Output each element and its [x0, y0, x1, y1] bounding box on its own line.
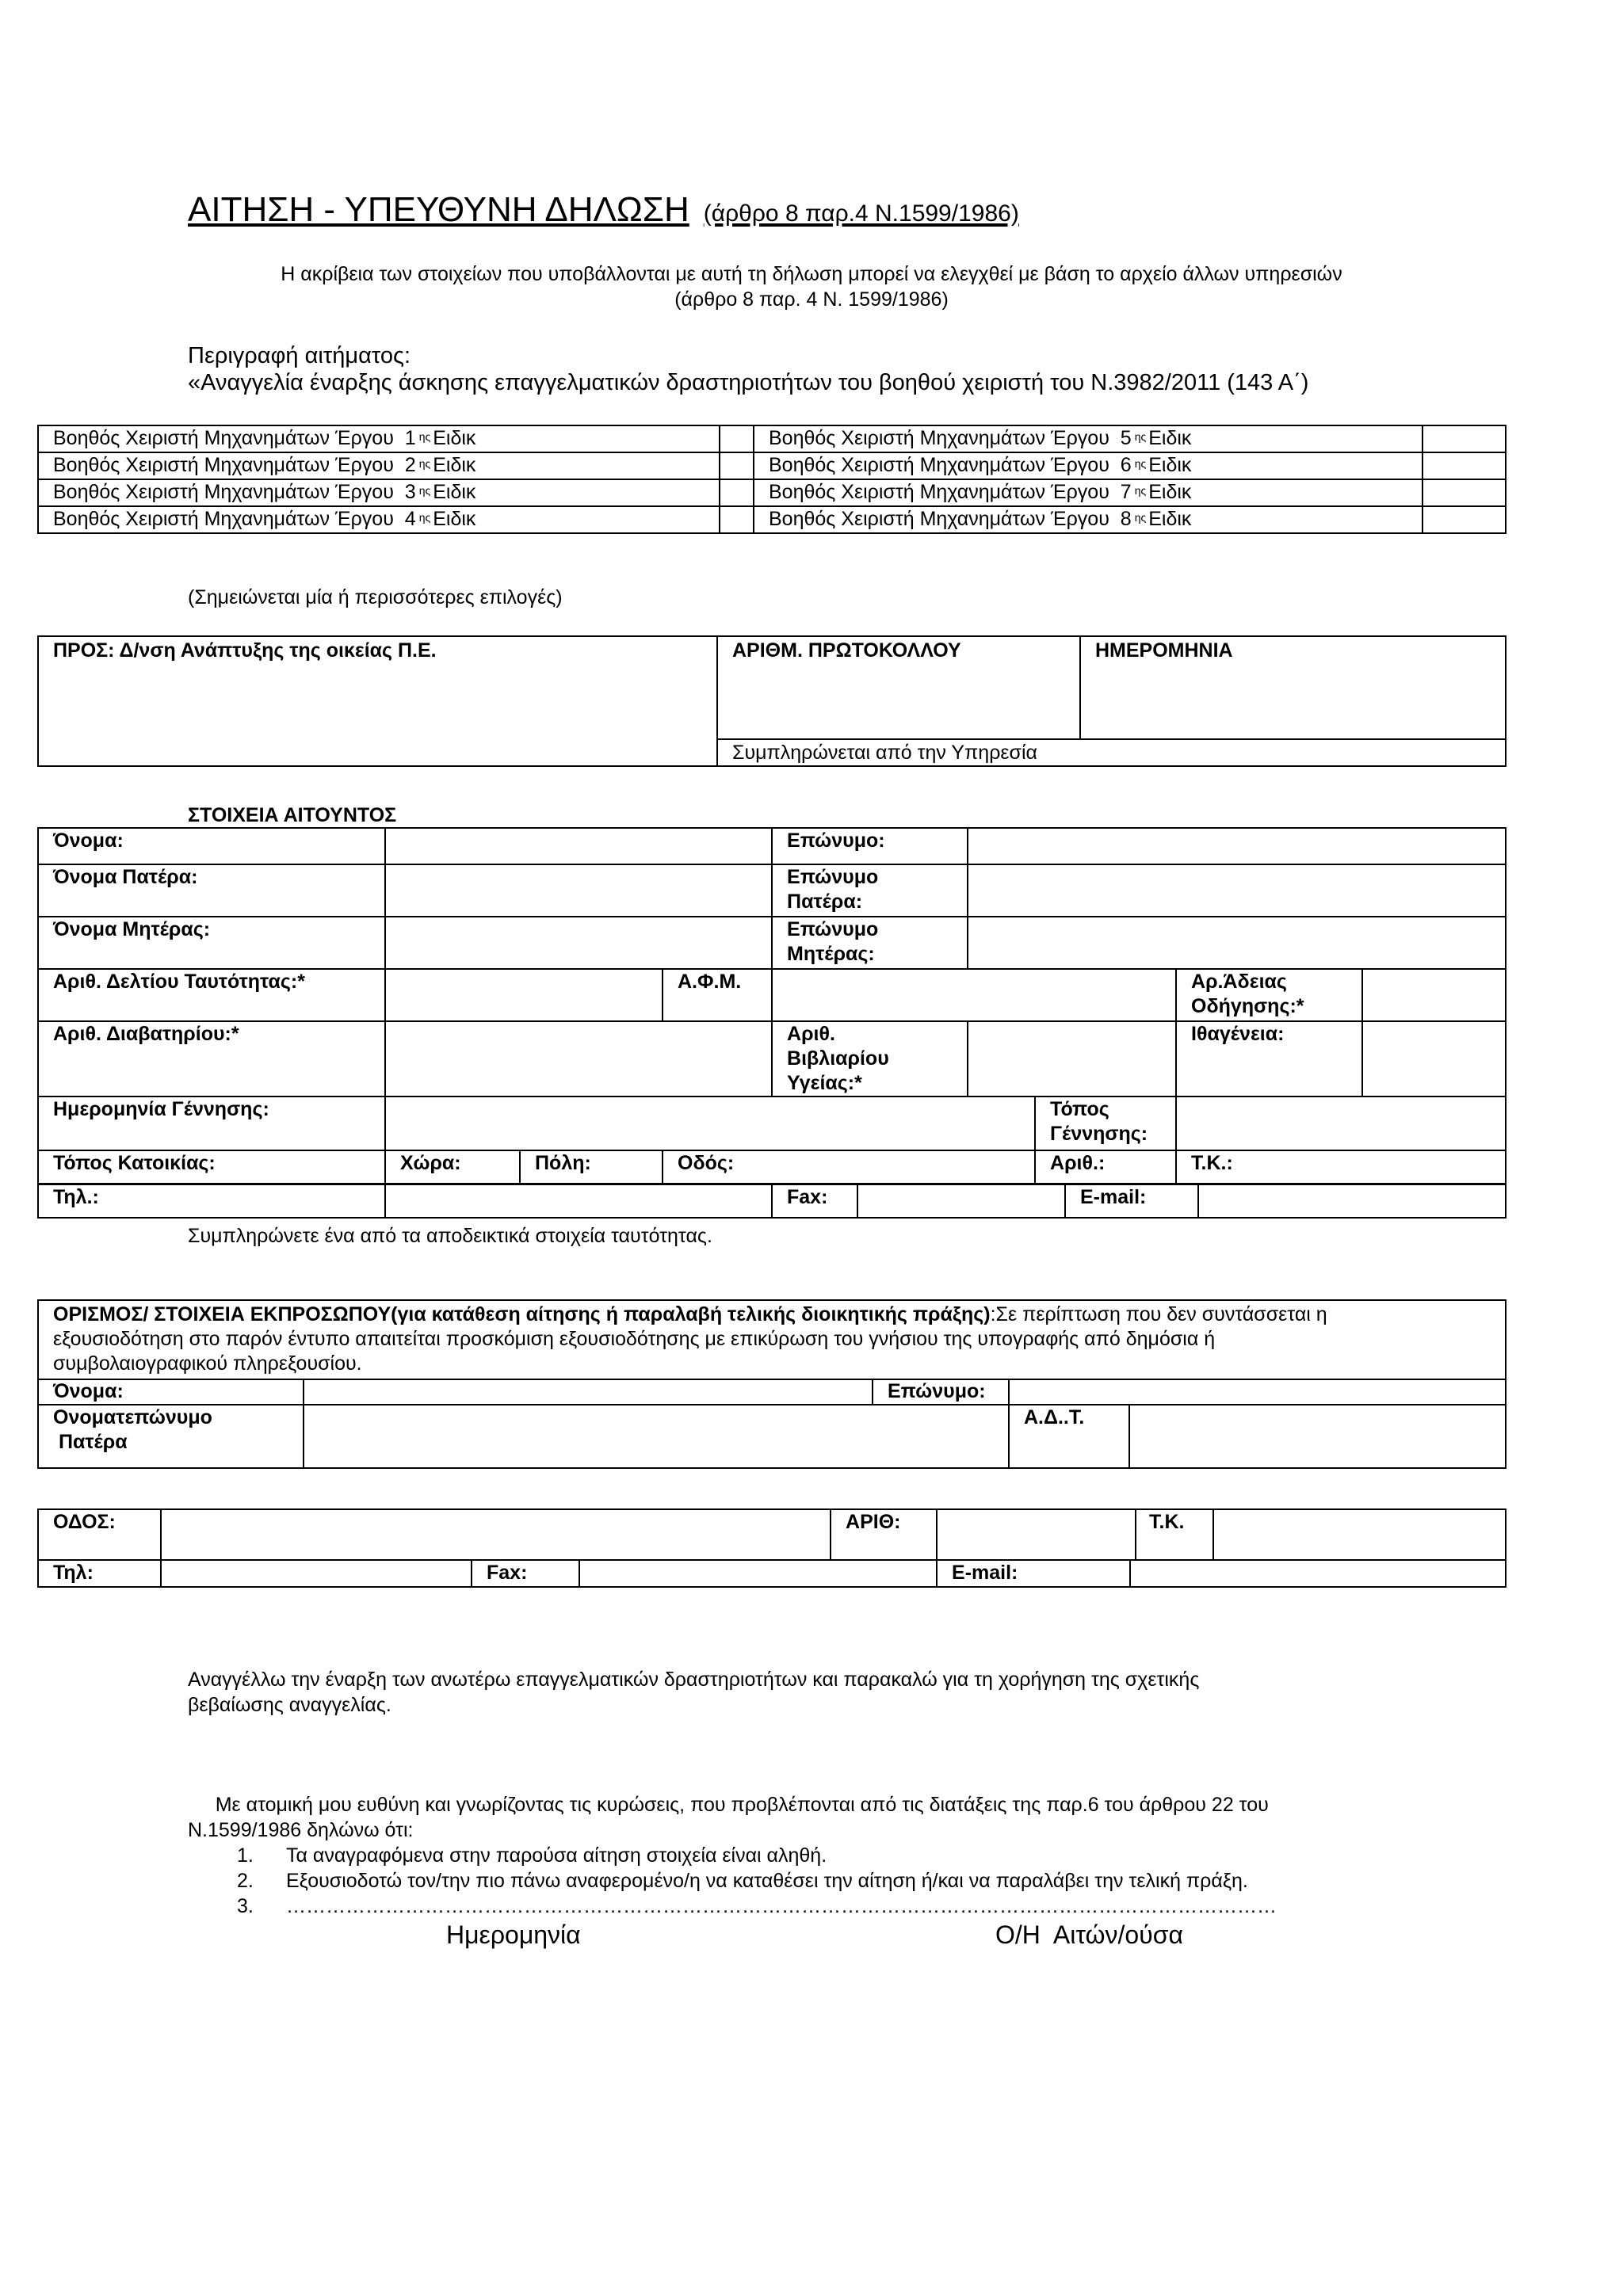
role-label-8: Βοηθός Χειριστή Μηχανημάτων Έργου 8 $^{\eta\varsigma}$ Ειδικ: [754, 506, 1423, 533]
role-label-3: Βοηθός Χειριστή Μηχανημάτων Έργου 3 $^{\eta\varsigma}$ Ειδικ: [38, 479, 720, 506]
office-date-label: ΗΜΕΡΟΜΗΝΙΑ: [1080, 636, 1506, 739]
address-phone-label: Τηλ:: [38, 1560, 161, 1587]
declaration-item: 3. ……………………………………………………………………………………………………………………………………: [237, 1895, 1277, 1917]
email-field[interactable]: [1198, 1184, 1506, 1218]
roles-row: [38, 506, 1506, 533]
mother-surname-field[interactable]: [968, 917, 1506, 969]
mother-name-field[interactable]: [385, 917, 772, 969]
role-checkbox-1[interactable]: [720, 425, 754, 452]
birth-place-field[interactable]: [1176, 1097, 1506, 1150]
form-subtitle: (άρθρο 8 παρ.4 Ν.1599/1986): [703, 200, 1019, 227]
country-field[interactable]: Χώρα:: [385, 1150, 520, 1184]
rep-first-name-field[interactable]: [304, 1379, 873, 1405]
liability-line-1: Με ατομική μου ευθύνη και γνωρίζοντας τις κυρώσεις, που προβλέπονται από τις διατάξεις της παρ.6 του άρθρου 22 του: [188, 1794, 1269, 1816]
address-number-label: ΑΡΙΘ:: [831, 1509, 937, 1560]
roles-row: [38, 479, 1506, 506]
address-table: [37, 1508, 1507, 1588]
birth-date-field[interactable]: [385, 1097, 1035, 1150]
city-field[interactable]: Πόλη:: [520, 1150, 663, 1184]
declaration-item: 1. Τα αναγραφόμενα στην παρούσα αίτηση στοιχεία είναι αληθή.: [237, 1844, 827, 1867]
address-email-label: E-mail:: [937, 1560, 1130, 1587]
role-label-7: Βοηθός Χειριστή Μηχανημάτων Έργου 7 $^{\eta\varsigma}$ Ειδικ: [754, 479, 1423, 506]
number-field[interactable]: Αριθ.:: [1035, 1150, 1176, 1184]
signature-applicant-label: Ο/Η Αιτών/ούσα: [995, 1920, 1183, 1949]
phone-field[interactable]: [385, 1184, 772, 1218]
protocol-number-label: ΑΡΙΘΜ. ΠΡΩΤΟΚΟΛΛΟΥ: [717, 636, 1080, 739]
role-checkbox-2[interactable]: [720, 452, 754, 479]
mother-name-label: Όνομα Μητέρας:: [38, 917, 385, 969]
id-card-label: Αριθ. Δελτίου Ταυτότητας:*: [38, 969, 385, 1021]
health-booklet-label: Αριθ. Βιβλιαρίου Υγείας:*: [772, 1021, 968, 1097]
roles-table: [37, 425, 1507, 534]
role-checkbox-8[interactable]: [1423, 506, 1506, 533]
last-name-label: Επώνυμο:: [772, 828, 968, 864]
roles-row: [38, 425, 1506, 452]
address-postcode-divider-right: [1212, 1508, 1214, 1561]
address-phone-field[interactable]: [161, 1560, 472, 1587]
office-table: [37, 635, 1507, 767]
representative-table: [37, 1299, 1507, 1469]
rep-adt-label: Α.Δ..Τ.: [1009, 1405, 1129, 1468]
rep-adt-field[interactable]: [1129, 1405, 1506, 1468]
rep-last-name-label: Επώνυμο:: [873, 1379, 1009, 1405]
liability-line-2: Ν.1599/1986 δηλώνω ότι:: [188, 1819, 414, 1841]
role-label-2: Βοηθός Χειριστή Μηχανημάτων Έργου 2 $^{\eta\varsigma}$ Ειδικ: [38, 452, 720, 479]
rep-father-fullname-label: Ονοματεπώνυμο Πατέρα: [38, 1405, 304, 1468]
afm-label: Α.Φ.Μ.: [663, 969, 772, 1021]
address-fax-field[interactable]: [579, 1560, 937, 1587]
role-label-5: Βοηθός Χειριστή Μηχανημάτων Έργου 5 $^{\eta\varsigma}$ Ειδικ: [754, 425, 1423, 452]
address-number-field[interactable]: [937, 1509, 1506, 1560]
first-name-label: Όνομα:: [38, 828, 385, 864]
phone-label: Τηλ.:: [38, 1184, 385, 1218]
roles-row: [38, 452, 1506, 479]
afm-field[interactable]: [772, 969, 1176, 1021]
birth-date-label: Ημερομηνία Γέννησης:: [38, 1097, 385, 1150]
role-checkbox-4[interactable]: [720, 506, 754, 533]
role-checkbox-5[interactable]: [1423, 425, 1506, 452]
residence-label: Τόπος Κατοικίας:: [38, 1150, 385, 1184]
description-text: «Αναγγελία έναρξης άσκησης επαγγελματικών δραστηριοτήτων του βοηθού χειριστή του Ν.3982/2011 (143 Α΄): [188, 370, 1309, 395]
address-email-field[interactable]: [1130, 1560, 1506, 1587]
role-checkbox-3[interactable]: [720, 479, 754, 506]
role-label-1: Βοηθός Χειριστή Μηχανημάτων Έργου 1 $^{\eta\varsigma}$ Ειδικ: [38, 425, 720, 452]
signature-date-label: Ημερομηνία: [446, 1920, 581, 1949]
role-label-4: Βοηθός Χειριστή Μηχανημάτων Έργου 4 $^{\eta\varsigma}$ Ειδικ: [38, 506, 720, 533]
nationality-field[interactable]: [1362, 1021, 1506, 1097]
accuracy-note-line-1: Η ακρίβεια των στοιχείων που υποβάλλονται με αυτή τη δήλωση μπορεί να ελεγχθεί με βάση το αρχείο άλλων υπηρεσιών: [281, 263, 1342, 285]
id-card-field[interactable]: [385, 969, 663, 1021]
applicant-contact-table: [37, 1184, 1507, 1219]
office-to: ΠΡΟΣ: Δ/νση Ανάπτυξης της οικείας Π.Ε.: [38, 636, 717, 766]
roles-hint: (Σημειώνεται μία ή περισσότερες επιλογές): [188, 586, 563, 608]
rep-last-name-field[interactable]: [1009, 1379, 1506, 1405]
email-label: E-mail:: [1065, 1184, 1198, 1218]
rep-father-fullname-field[interactable]: [304, 1405, 1009, 1468]
postcode-field[interactable]: Τ.Κ.:: [1176, 1150, 1506, 1184]
role-checkbox-6[interactable]: [1423, 452, 1506, 479]
applicant-table: [37, 827, 1507, 1184]
father-surname-field[interactable]: [968, 864, 1506, 917]
passport-label: Αριθ. Διαβατηρίου:*: [38, 1021, 385, 1097]
street-field[interactable]: Οδός:: [663, 1150, 1035, 1184]
address-fax-label: Fax:: [472, 1560, 579, 1587]
first-name-field[interactable]: [385, 828, 772, 864]
address-street-label: ΟΔΟΣ:: [38, 1509, 161, 1560]
address-postcode-divider-left: [1135, 1508, 1136, 1561]
filled-by-office: Συμπληρώνεται από την Υπηρεσία: [717, 739, 1506, 766]
announce-line-1: Αναγγέλλω την έναρξη των ανωτέρω επαγγελματικών δραστηριοτήτων και παρακαλώ για τη χορήγηση της σχετικής: [188, 1669, 1200, 1691]
driving-license-label: Αρ.Άδειας Οδήγησης:*: [1176, 969, 1362, 1021]
health-booklet-field[interactable]: [968, 1021, 1176, 1097]
id-note: Συμπληρώνετε ένα από τα αποδεικτικά στοιχεία ταυτότητας.: [188, 1225, 712, 1247]
rep-first-name-label: Όνομα:: [38, 1379, 304, 1405]
applicant-heading: ΣΤΟΙΧΕΙΑ ΑΙΤΟΥΝΤΟΣ: [188, 804, 397, 826]
role-checkbox-7[interactable]: [1423, 479, 1506, 506]
father-name-field[interactable]: [385, 864, 772, 917]
father-surname-label: Επώνυμο Πατέρα:: [772, 864, 968, 917]
form-title: ΑΙΤΗΣΗ - ΥΠΕΥΘΥΝΗ ΔΗΛΩΣΗ: [188, 190, 689, 229]
mother-surname-label: Επώνυμο Μητέρας:: [772, 917, 968, 969]
representative-heading: ΟΡΙΣΜΟΣ/ ΣΤΟΙΧΕΙΑ ΕΚΠΡΟΣΩΠΟΥ(για κατάθεση αίτησης ή παραλαβή τελικής διοικητικής πράξης):Σε περίπτωση που δεν συντάσσεται η εξουσιοδότηση στο παρόν έντυπο απαιτείται προσκόμιση εξουσιοδότησης με επικύρωση του γνήσιου της υπογραφής από δημόσια ή συμβολαιογραφικού πληρεξουσίου.: [38, 1300, 1506, 1379]
father-name-label: Όνομα Πατέρα:: [38, 864, 385, 917]
role-label-6: Βοηθός Χειριστή Μηχανημάτων Έργου 6 $^{\eta\varsigma}$ Ειδικ: [754, 452, 1423, 479]
address-postcode-label: Τ.Κ.: [1149, 1511, 1185, 1533]
passport-field[interactable]: [385, 1021, 772, 1097]
last-name-field[interactable]: [968, 828, 1506, 864]
announce-line-2: βεβαίωσης αναγγελίας.: [188, 1694, 391, 1716]
birth-place-label: Τόπος Γέννησης:: [1035, 1097, 1176, 1150]
page-title: [188, 190, 1019, 230]
nationality-label: Ιθαγένεια:: [1176, 1021, 1362, 1097]
declaration-list: [188, 1843, 1424, 1919]
address-street-field[interactable]: [161, 1509, 831, 1560]
description-label: Περιγραφή αιτήματος:: [188, 343, 411, 368]
accuracy-note-line-2: (άρθρο 8 παρ. 4 Ν. 1599/1986): [674, 288, 949, 311]
fax-field[interactable]: [857, 1184, 1065, 1218]
fax-label: Fax:: [772, 1184, 857, 1218]
driving-license-field[interactable]: [1362, 969, 1506, 1021]
declaration-item: 2. Εξουσιοδοτώ τον/την πιο πάνω αναφερομένο/η να καταθέσει την αίτηση ή/και να παραλάβει την τελική πράξη.: [237, 1870, 1248, 1892]
